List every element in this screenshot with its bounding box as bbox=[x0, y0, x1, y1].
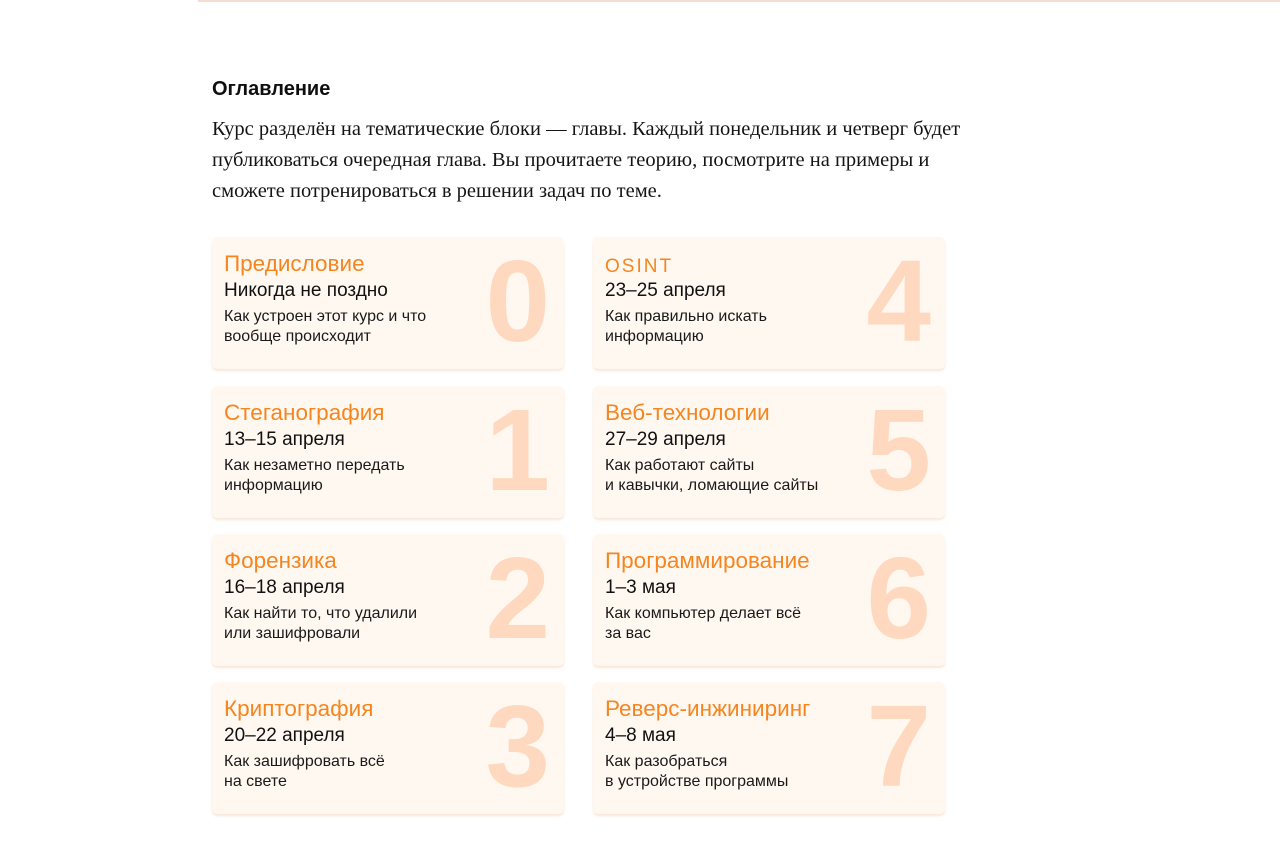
chapter-description: Как найти то, что удалили или зашифровали bbox=[224, 605, 418, 642]
chapter-title[interactable]: Криптография bbox=[224, 696, 374, 721]
chapter-title[interactable]: Веб-технологии bbox=[605, 400, 770, 425]
chapter-number: 0 bbox=[485, 237, 550, 366]
chapter-date: 4–8 мая bbox=[605, 725, 676, 746]
chapter-number: 4 bbox=[866, 237, 931, 366]
toc-section bbox=[212, 76, 992, 207]
chapter-description: Как разобраться в устройстве программы bbox=[605, 753, 789, 790]
chapter-number: 2 bbox=[485, 534, 550, 663]
chapter-number: 5 bbox=[866, 386, 931, 515]
chapter-description: Как правильно искать информацию bbox=[605, 308, 767, 345]
chapter-description: Как работают сайты и кавычки, ломающие сайты bbox=[605, 457, 819, 494]
chapter-description: Как устроен этот курс и что вообще происходит bbox=[224, 308, 427, 345]
chapter-number: 6 bbox=[866, 534, 931, 663]
chapter-description: Как зашифровать всё на свете bbox=[224, 753, 385, 790]
chapter-title[interactable]: Форензика bbox=[224, 548, 337, 573]
chapter-date: 27–29 апреля bbox=[605, 429, 726, 450]
chapter-card-4[interactable] bbox=[593, 237, 945, 369]
chapter-card-3[interactable] bbox=[212, 682, 564, 814]
chapter-grid bbox=[212, 237, 946, 817]
chapter-date: 23–25 апреля bbox=[605, 280, 726, 301]
chapter-card-5[interactable] bbox=[593, 386, 945, 518]
chapter-title[interactable]: Предисловие bbox=[224, 251, 365, 276]
chapter-card-2[interactable] bbox=[212, 534, 564, 666]
chapter-date: 20–22 апреля bbox=[224, 725, 345, 746]
chapter-card-7[interactable] bbox=[593, 682, 945, 814]
chapter-number: 1 bbox=[485, 386, 550, 515]
top-divider bbox=[198, 0, 1280, 2]
chapter-date: 13–15 апреля bbox=[224, 429, 345, 450]
chapter-card-0[interactable] bbox=[212, 237, 564, 369]
chapter-card-1[interactable] bbox=[212, 386, 564, 518]
chapter-number: 7 bbox=[866, 682, 931, 811]
chapter-date: 16–18 апреля bbox=[224, 577, 345, 598]
chapter-card-6[interactable] bbox=[593, 534, 945, 666]
chapter-title[interactable]: OSINT bbox=[605, 256, 674, 277]
chapter-title[interactable]: Реверс-инжиниринг bbox=[605, 696, 811, 721]
chapter-description: Как компьютер делает всё за вас bbox=[605, 605, 802, 642]
chapter-title[interactable]: Программирование bbox=[605, 548, 810, 573]
chapter-title[interactable]: Стеганография bbox=[224, 400, 385, 425]
chapter-date: 1–3 мая bbox=[605, 577, 676, 598]
chapter-date: Никогда не поздно bbox=[224, 280, 388, 301]
chapter-description: Как незаметно передать информацию bbox=[224, 457, 405, 494]
toc-intro: Курс разделён на тематические блоки — главы. Каждый понедельник и четверг будет публиковаться очередная глава. Вы прочитаете теорию, посмотрите на примеры и сможете потренироваться в решении задач по теме. bbox=[212, 118, 961, 202]
toc-heading: Оглавление bbox=[212, 78, 331, 100]
chapter-number: 3 bbox=[485, 682, 550, 811]
